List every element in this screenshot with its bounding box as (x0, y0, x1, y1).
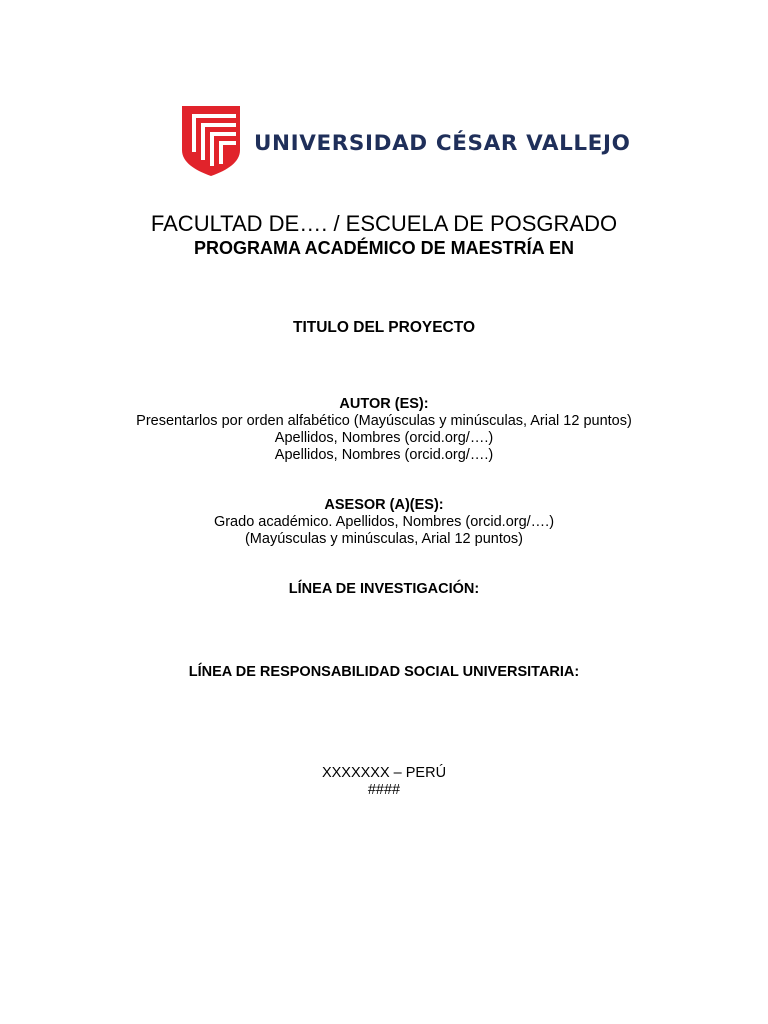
program-heading: PROGRAMA ACADÉMICO DE MAESTRÍA EN (193, 238, 574, 258)
advisor-section (0, 497, 768, 548)
year: #### (367, 782, 401, 798)
project-title: TITULO DEL PROYECTO (293, 319, 475, 336)
university-logo (180, 102, 631, 180)
advisor-heading: ASESOR (A)(ES): (324, 497, 444, 513)
author-section (0, 396, 768, 464)
location-year (0, 765, 768, 799)
author-heading: AUTOR (ES): (339, 396, 429, 412)
author-name-line: Apellidos, Nombres (orcid.org/….) (274, 447, 494, 463)
author-name-line: Apellidos, Nombres (orcid.org/….) (274, 430, 494, 446)
shield-icon (180, 104, 242, 178)
faculty-heading: FACULTAD DE…. / ESCUELA DE POSGRADO (150, 211, 618, 236)
university-wordmark: UNIVERSIDAD CÉSAR VALLEJO (254, 131, 631, 156)
author-instruction: Presentarlos por orden alfabético (Mayúsculas y minúsculas, Arial 12 puntos) (136, 413, 632, 429)
advisor-name-line: Grado académico. Apellidos, Nombres (orcid.org/….) (213, 514, 555, 530)
location: XXXXXXX – PERÚ (321, 765, 447, 781)
social-responsibility-line-heading: LÍNEA DE RESPONSABILIDAD SOCIAL UNIVERSITARIA: (188, 664, 580, 680)
advisor-instruction: (Mayúsculas y minúsculas, Arial 12 puntos) (244, 531, 524, 547)
research-line-heading: LÍNEA DE INVESTIGACIÓN: (288, 581, 480, 597)
